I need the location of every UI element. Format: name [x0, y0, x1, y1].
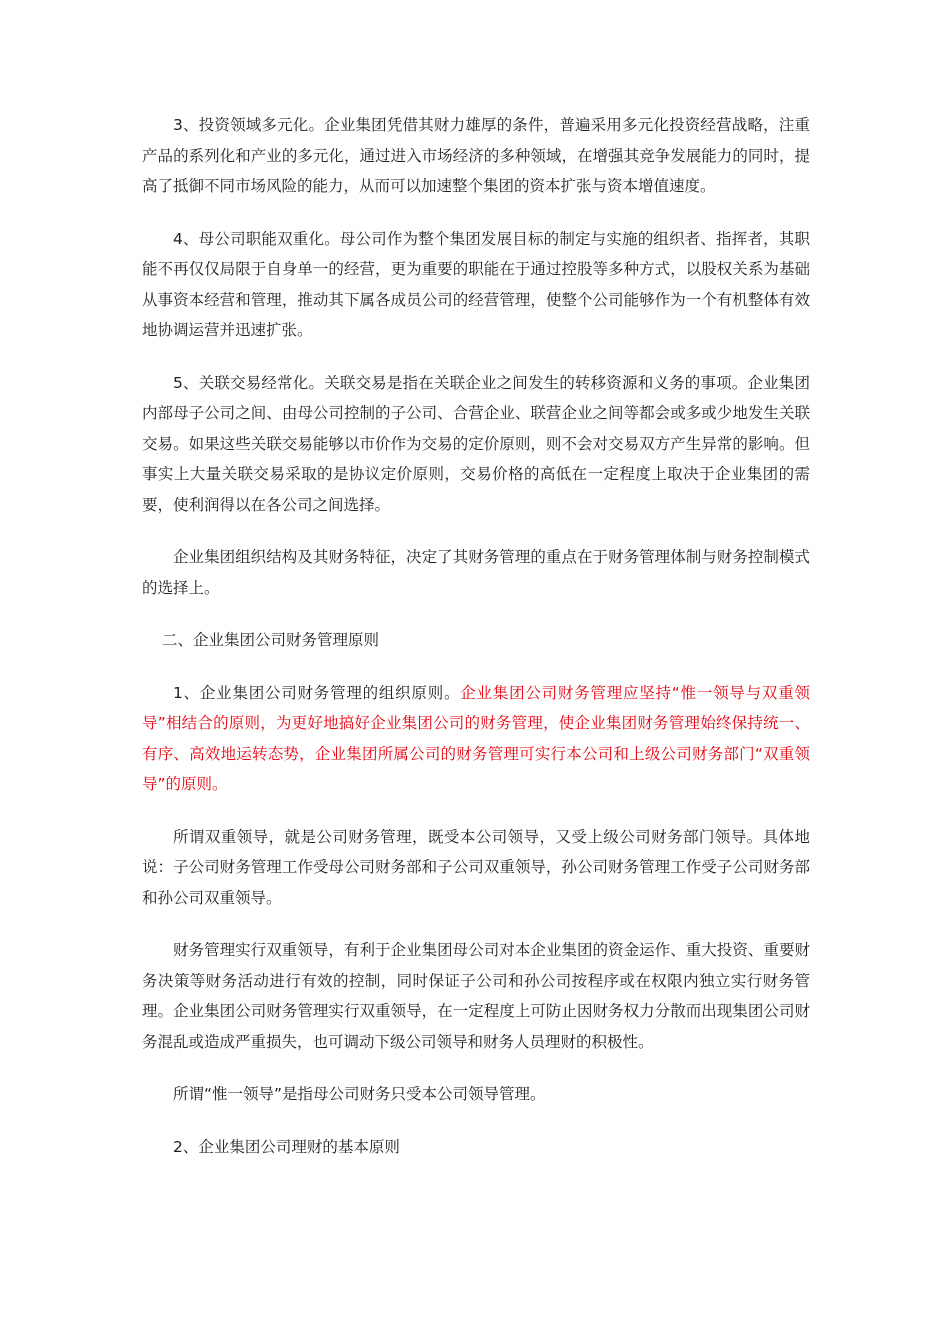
paragraph-basic-principles-heading: 2、企业集团公司理财的基本原则 — [173, 1137, 400, 1156]
paragraph-conclusion: 企业集团组织结构及其财务特征，决定了其财务管理的重点在于财务管理体制与财务控制模式的选择上。 — [142, 548, 810, 597]
paragraph-sole-leadership-definition: 所谓“惟一领导”是指母公司财务只受本公司领导管理。 — [173, 1085, 546, 1103]
section-heading-principles: 二、企业集团公司财务管理原则 — [162, 631, 380, 649]
organization-principle-highlight: 企业集团公司财务管理应坚持“惟一领导与双重领导”相结合的原则，为更好地搞好企业集团公司的财务管理，使企业集团财务管理始终保持统一、有序、高效地运转态势，企业集团所属公司的财务管理可实行本公司和上级公司财务部门“双重领导”的原则。 — [142, 683, 810, 793]
paragraph-organization-principle — [142, 678, 810, 800]
organization-principle-lead: 1、企业集团公司财务管理的组织原则。 — [173, 683, 461, 702]
paragraph-dual-leadership-benefits: 财务管理实行双重领导，有利于企业集团母公司对本企业集团的资金运作、重大投资、重要财务决策等财务活动进行有效的控制，同时保证子公司和孙公司按程序或在权限内独立实行财务管理。企业集团公司财务管理实行双重领导，在一定程度上可防止因财务权力分散而出现集团公司财务混乱或造成严重损失，也可调动下级公司领导和财务人员理财的积极性。 — [142, 941, 810, 1051]
paragraph-related-transactions: 5、关联交易经常化。关联交易是指在关联企业之间发生的转移资源和义务的事项。企业集团内部母子公司之间、由母公司控制的子公司、合营企业、联营企业之间等都会或多或少地发生关联交易。如果这些关联交易能够以市价作为交易的定价原则，则不会对交易双方产生异常的影响。但事实上大量关联交易采取的是协议定价原则，交易价格的高低在一定程度上取决于企业集团的需要，使利润得以在各公司之间选择。 — [142, 373, 810, 514]
paragraph-parent-dual-function: 4、母公司职能双重化。母公司作为整个集团发展目标的制定与实施的组织者、指挥者，其职能不再仅仅局限于自身单一的经营，更为重要的职能在于通过控股等多种方式，以股权关系为基础从事资本经营和管理，推动其下属各成员公司的经营管理，使整个公司能够作为一个有机整体有效地协调运营并迅速扩张。 — [142, 229, 810, 339]
paragraph-investment-diversification: 3、投资领域多元化。企业集团凭借其财力雄厚的条件，普遍采用多元化投资经营战略，注重产品的系列化和产业的多元化，通过进入市场经济的多种领域，在增强其竞争发展能力的同时，提高了抵御不同市场风险的能力，从而可以加速整个集团的资本扩张与资本增值速度。 — [142, 116, 810, 195]
document-body — [142, 110, 810, 1184]
paragraph-dual-leadership-definition: 所谓双重领导，就是公司财务管理，既受本公司领导，又受上级公司财务部门领导。具体地说：子公司财务管理工作受母公司财务部和子公司双重领导，孙公司财务管理工作受子公司财务部和孙公司双重领导。 — [142, 827, 810, 907]
